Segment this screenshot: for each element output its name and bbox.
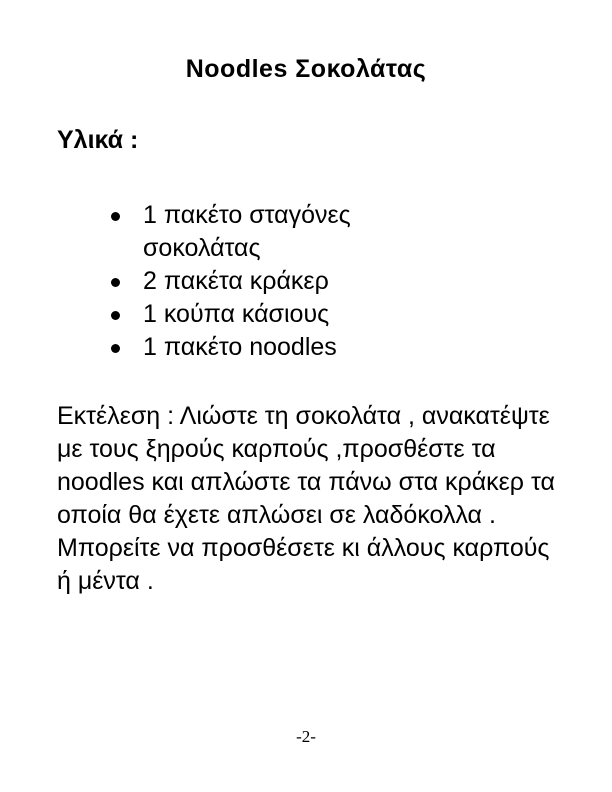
ingredients-list (105, 199, 435, 364)
ingredients-heading: Υλικά : (57, 126, 139, 154)
ingredient-text: 2 πακέτα κράκερ (143, 267, 329, 295)
ingredient-text: 1 πακέτο σταγόνες σοκολάτας (143, 201, 351, 262)
ingredient-text: 1 πακέτο noodles (143, 333, 337, 361)
bullet-icon (111, 278, 120, 287)
list-item (105, 199, 435, 265)
bullet-icon (111, 311, 120, 320)
bullet-icon (111, 212, 120, 221)
list-item (105, 298, 435, 331)
list-item (105, 331, 435, 364)
recipe-title: Noodles Σοκολάτας (185, 55, 427, 83)
instructions-paragraph: Εκτέλεση : Λιώστε τη σοκολάτα , ανακατέψτε με τους ξηρούς καρπούς ,προσθέστε τα noodles και απλώστε τα πάνω στα κράκερ τα οποία θα έχετε απλώσει σε λαδόκολλα . Μπορείτε να προσθέσετε κι άλλους καρπούς ή μέντα . (57, 402, 555, 595)
ingredient-text: 1 κούπα κάσιους (143, 300, 330, 328)
page-number: -2- (296, 727, 316, 746)
bullet-icon (111, 344, 120, 353)
list-item (105, 265, 435, 298)
